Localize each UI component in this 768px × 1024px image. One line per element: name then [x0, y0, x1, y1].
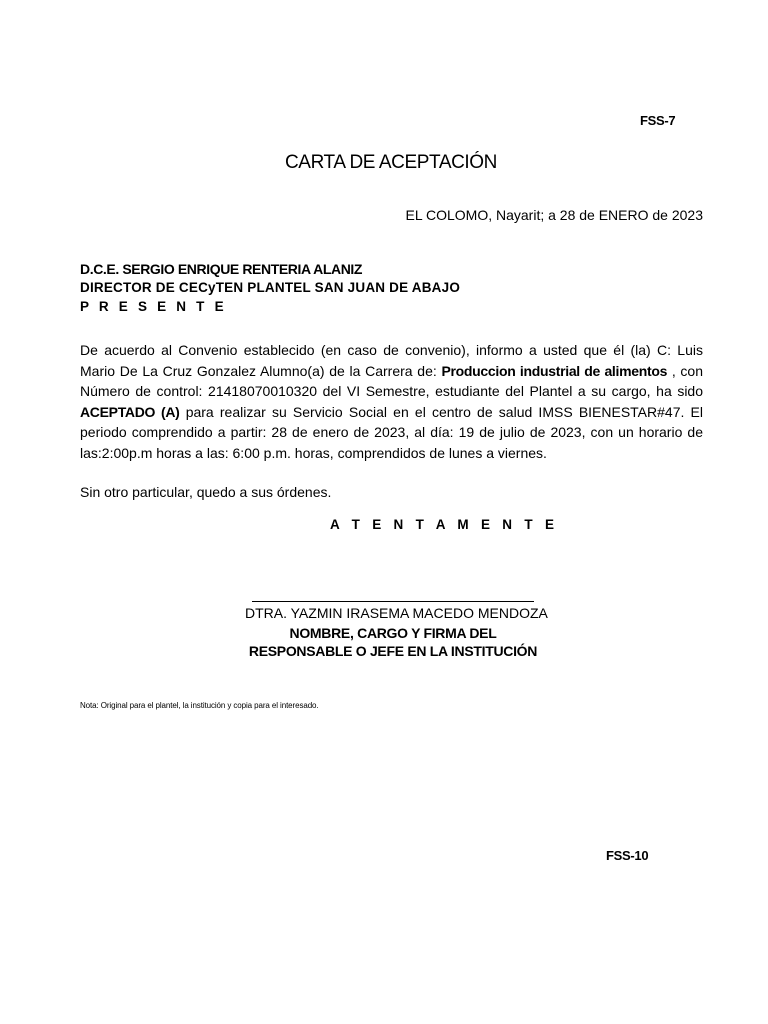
signatory-role-line1: NOMBRE, CARGO Y FIRMA DEL [289, 625, 497, 641]
signatory-name: DTRA. YAZMIN IRASEMA MACEDO MENDOZA [245, 605, 548, 621]
addressee-name: D.C.E. SERGIO ENRIQUE RENTERIA ALANIZ [80, 261, 363, 277]
signature-line [252, 601, 534, 602]
signatory-role-line2: RESPONSABLE O JEFE EN LA INSTITUCIÓN [248, 643, 538, 659]
regards: A T E N T A M E N T E [330, 517, 559, 532]
document-title: CARTA DE ACEPTACIÓN [284, 152, 497, 173]
body-text-part2: , con Número de control: 21418070010320 del VI Semestre, estudiante del Plantel a su cargo, ha sido [80, 362, 703, 399]
form-code-top: FSS-7 [640, 113, 676, 128]
place-date: EL COLOMO, Nayarit; a 28 de ENERO de 2023 [405, 207, 703, 223]
body-text-part3: para realizar su Servicio Social en el centro de salud IMSS BIENESTAR#47. El periodo comprendido a partir: 28 de enero de 2023, al día: 19 de julio de 2023, con un horario de las:2:00p.m horas a las: 6:00 p.m. horas, comprendidos de lunes a viernes. [80, 403, 703, 461]
salutation: P R E S E N T E [80, 299, 227, 314]
body-text-part1: De acuerdo al Convenio establecido (en caso de convenio), informo a usted que él (la) C: Luis Mario De La Cruz Gonzalez Alumno(a) de la Carrera de: [80, 342, 703, 379]
footer-note: Nota: Original para el plantel, la institución y copia para el interesado. [80, 701, 319, 710]
addressee-position: DIRECTOR DE CECyTEN PLANTEL SAN JUAN DE ABAJO [80, 280, 461, 295]
form-code-bottom: FSS-10 [606, 848, 649, 863]
body-paragraph [80, 340, 703, 463]
acceptance-status: ACEPTADO (A) [80, 403, 180, 420]
career-name: Produccion industrial de alimentos [441, 362, 668, 379]
closing-line: Sin otro particular, quedo a sus órdenes. [80, 484, 332, 500]
